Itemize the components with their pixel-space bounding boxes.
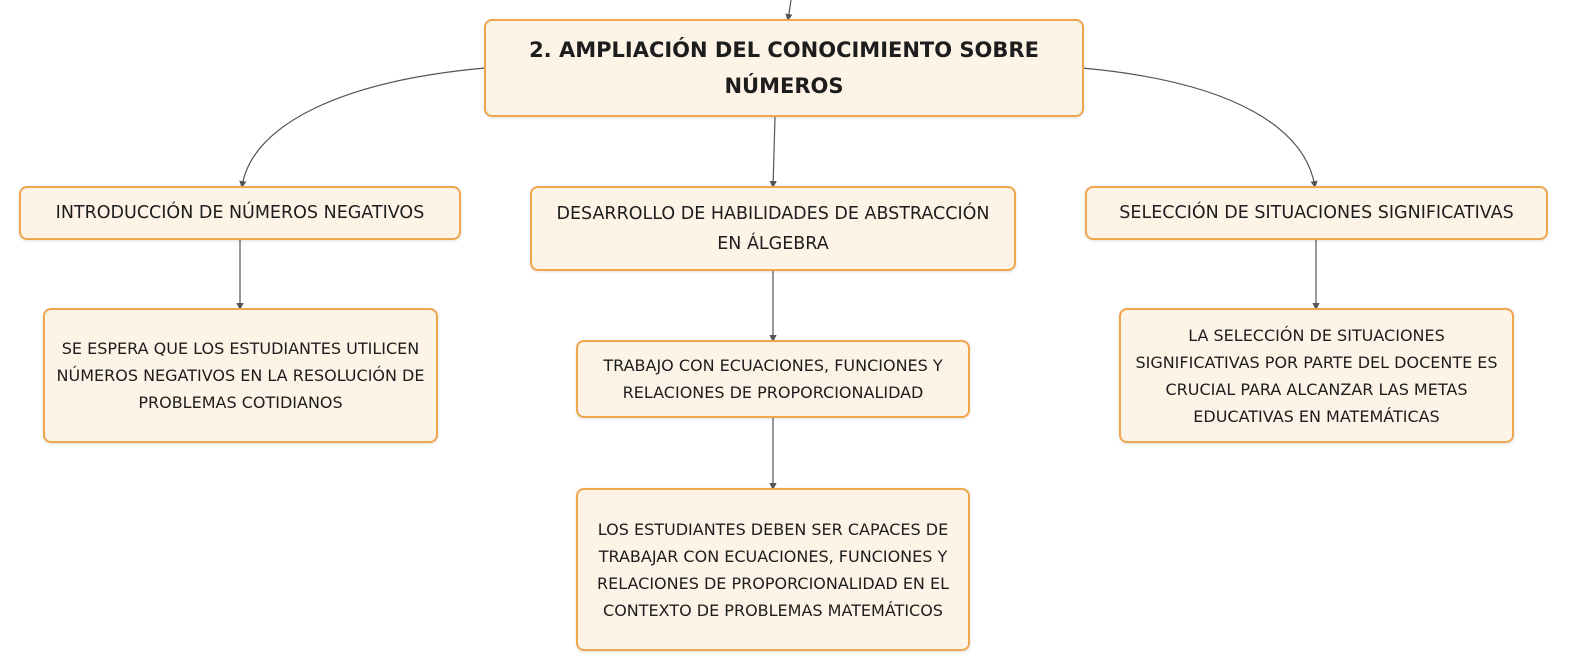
subtopic-node-trabajo[interactable] <box>576 340 970 418</box>
leaf-label-negativos: SE ESPERA QUE LOS ESTUDIANTES UTILICEN NÚMEROS NEGATIVOS EN LA RESOLUCIÓN DE PROBLEMAS COTIDIANOS <box>56 339 425 412</box>
connector-root-to-branch-situaciones <box>1082 68 1315 187</box>
branch-label-algebra: DESARROLLO DE HABILIDADES DE ABSTRACCIÓN EN ÁLGEBRA <box>556 203 990 254</box>
branch-label-negativos: INTRODUCCIÓN DE NÚMEROS NEGATIVOS <box>55 203 425 223</box>
branch-node-situaciones[interactable] <box>1085 186 1548 240</box>
branch-label-situaciones: SELECCIÓN DE SITUACIONES SIGNIFICATIVAS <box>1119 203 1514 223</box>
branch-node-negativos[interactable] <box>19 186 461 240</box>
root-topic-node[interactable] <box>484 19 1084 117</box>
leaf-node-situaciones[interactable] <box>1119 308 1514 443</box>
leaf-node-negativos[interactable] <box>43 308 438 443</box>
subtopic-label-trabajo: TRABAJO CON ECUACIONES, FUNCIONES Y RELACIONES DE PROPORCIONALIDAD <box>603 356 943 402</box>
connector-root-to-branch-algebra <box>773 117 775 187</box>
branch-node-algebra[interactable] <box>530 186 1016 271</box>
connector-incoming-root <box>788 0 791 20</box>
connector-root-to-branch-negativos <box>242 68 485 187</box>
leaf-label-algebra: LOS ESTUDIANTES DEBEN SER CAPACES DE TRABAJAR CON ECUACIONES, FUNCIONES Y RELACIONES DE PROPORCIONALIDAD EN EL CONTEXTO DE PROBLEMAS MATEMÁTICOS <box>596 519 950 620</box>
root-topic-label: 2. AMPLIACIÓN DEL CONOCIMIENTO SOBRE NÚMEROS <box>529 38 1039 98</box>
leaf-node-algebra[interactable] <box>576 488 970 651</box>
leaf-label-situaciones: LA SELECCIÓN DE SITUACIONES SIGNIFICATIVAS POR PARTE DEL DOCENTE ES CRUCIAL PARA ALCANZAR LAS METAS EDUCATIVAS EN MATEMÁTICAS <box>1135 325 1498 426</box>
